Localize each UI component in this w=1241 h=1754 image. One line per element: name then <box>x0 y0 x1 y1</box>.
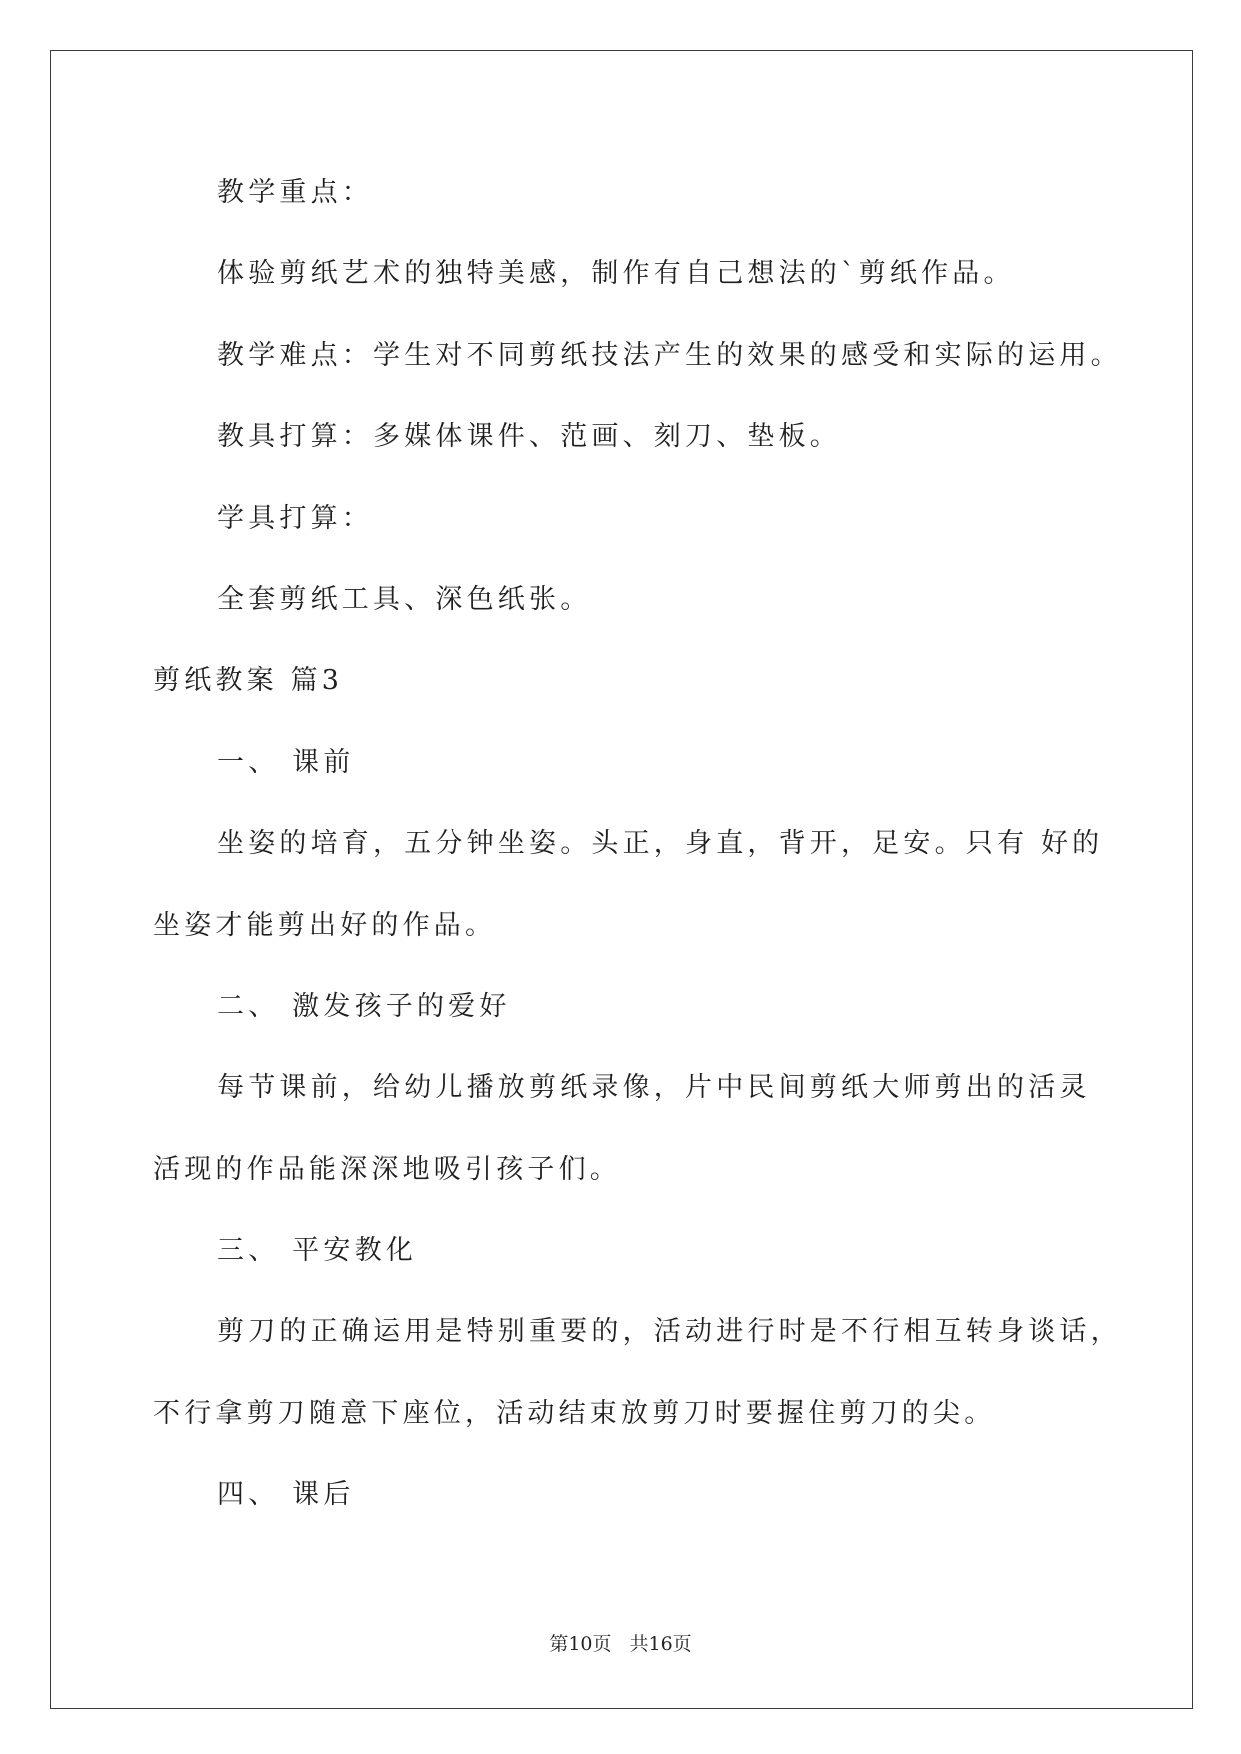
teacher-tools: 教具打算：多媒体课件、范画、刻刀、垫板。 <box>217 421 841 453</box>
teaching-key-heading: 教学重点： <box>217 177 373 208</box>
page-number: 第10页 <box>549 1633 612 1655</box>
item-body-line: 坐姿的培育，五分钟坐姿。头正，身直，背开，足安。只有 好的 <box>217 828 1104 860</box>
item-body-line: 剪刀的正确运用是特别重要的，活动进行时是不行相互转身谈话， <box>217 1316 1122 1348</box>
page-total: 共16页 <box>629 1633 692 1655</box>
item-heading-3: 三、 平安教化 <box>217 1235 417 1267</box>
item-heading-4: 四、 课后 <box>217 1479 355 1511</box>
student-tools-heading: 学具打算： <box>217 502 373 534</box>
teaching-difficulty: 教学难点：学生对不同剪纸技法产生的效果的感受和实际的运用。 <box>217 339 1122 371</box>
page-footer <box>0 1630 1241 1658</box>
item-heading-1: 一、 课前 <box>217 746 355 778</box>
item-body-line: 活现的作品能深深地吸引孩子们。 <box>153 1153 621 1185</box>
document-body <box>153 152 1153 1536</box>
item-body-line: 坐姿才能剪出好的作品。 <box>153 909 497 941</box>
item-body-line: 不行拿剪刀随意下座位，活动结束放剪刀时要握住剪刀的尖。 <box>153 1397 996 1429</box>
student-tools-text: 全套剪纸工具、深色纸张。 <box>217 583 592 615</box>
teaching-key-text: 体验剪纸艺术的独特美感，制作有自己想法的`剪纸作品。 <box>217 258 1015 290</box>
section-title: 剪纸教案 篇3 <box>153 665 344 697</box>
item-body-line: 每节课前，给幼儿播放剪纸录像，片中民间剪纸大师剪出的活灵 <box>217 1072 1091 1104</box>
item-heading-2: 二、 激发孩子的爱好 <box>217 990 511 1022</box>
